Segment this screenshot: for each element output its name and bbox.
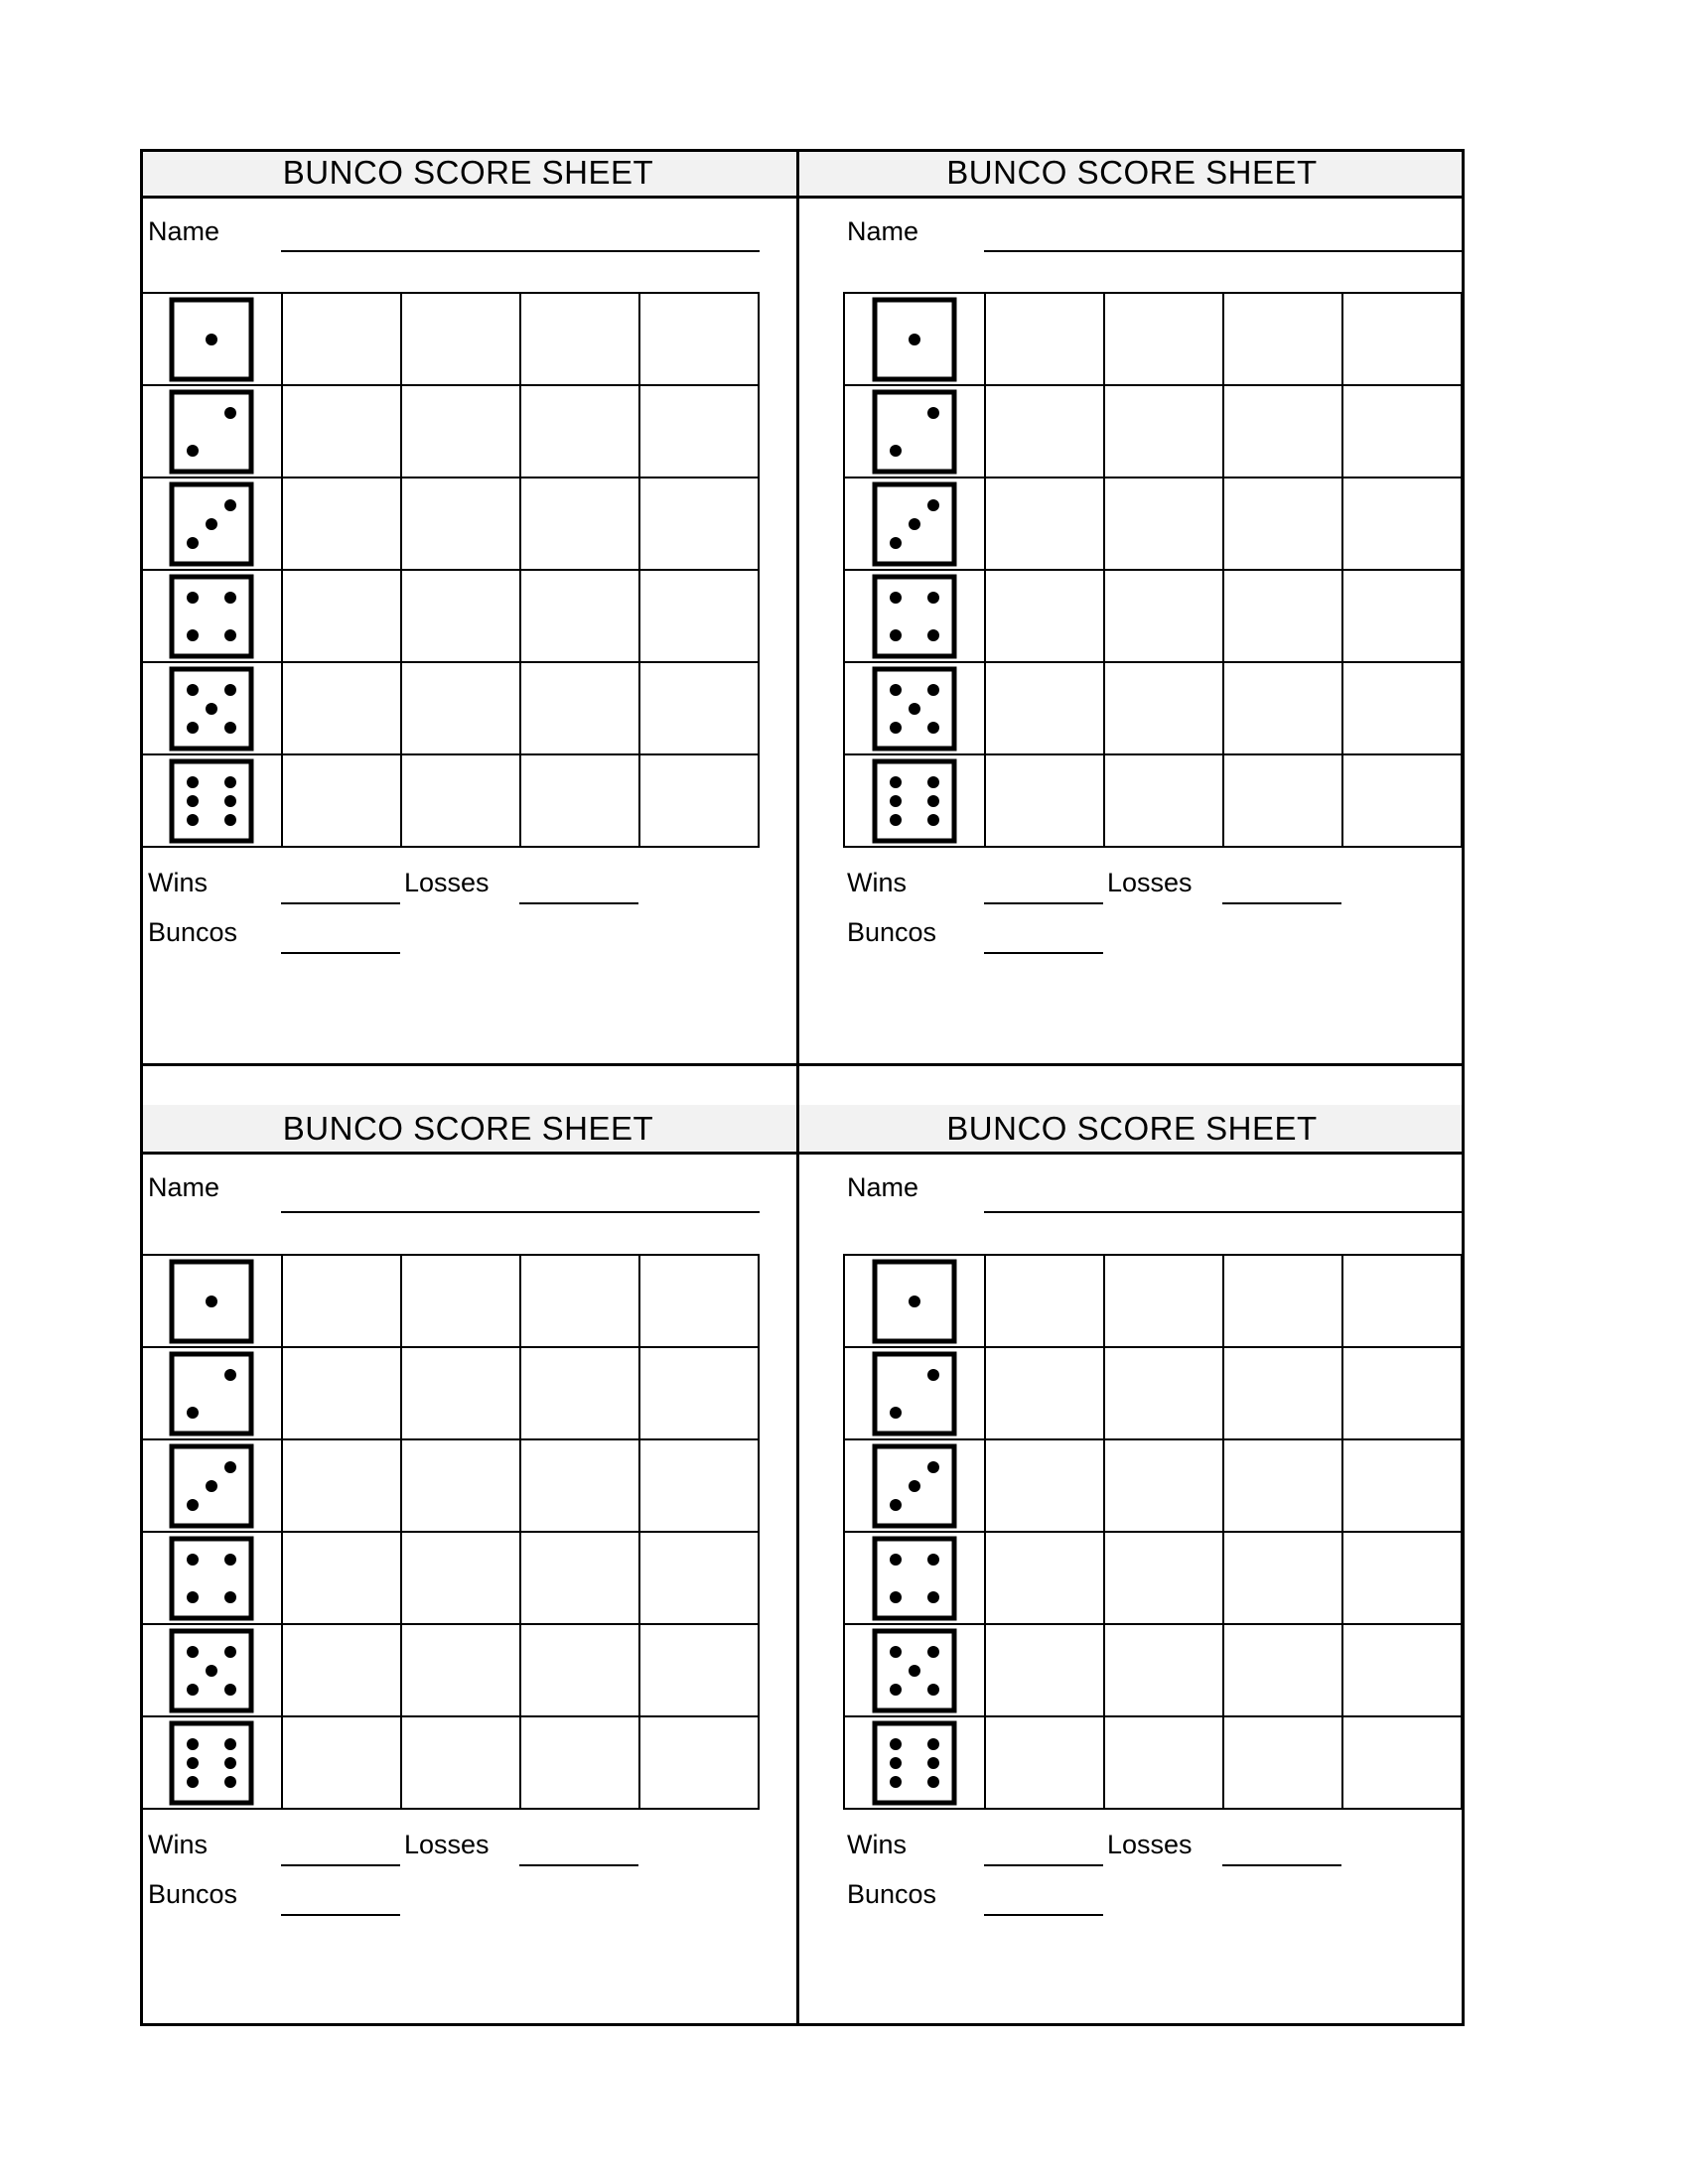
sheet-title: BUNCO SCORE SHEET	[140, 149, 796, 199]
tally-box[interactable]	[520, 1624, 639, 1716]
tally-box[interactable]	[1223, 293, 1342, 385]
dice-row	[844, 662, 1462, 754]
tally-box[interactable]	[639, 1716, 759, 1809]
tally-box[interactable]	[282, 1439, 401, 1532]
tally-box[interactable]	[520, 1716, 639, 1809]
die-face-cell	[844, 1439, 985, 1532]
tally-box[interactable]	[639, 1624, 759, 1716]
tally-box[interactable]	[1104, 1624, 1223, 1716]
tally-box[interactable]	[639, 478, 759, 570]
dice-row	[141, 1716, 759, 1809]
tally-box[interactable]	[1104, 1716, 1223, 1809]
dice-row	[141, 293, 759, 385]
die-face-cell	[141, 1255, 282, 1347]
tally-box[interactable]	[639, 1255, 759, 1347]
tally-box[interactable]	[1223, 1532, 1342, 1624]
score-sheet-page	[140, 149, 1465, 2026]
tally-box[interactable]	[985, 1347, 1104, 1439]
die-face-cell	[844, 570, 985, 662]
score-sheet-bottom-right	[799, 1105, 1465, 2024]
die-face-6-icon	[845, 1720, 984, 1806]
tally-box[interactable]	[985, 385, 1104, 478]
dice-row	[844, 754, 1462, 847]
name-label: Name	[148, 1172, 220, 1202]
die-face-4-icon	[142, 1536, 281, 1621]
die-face-2-icon	[142, 1351, 281, 1436]
die-face-cell	[844, 1255, 985, 1347]
tally-box[interactable]	[520, 1255, 639, 1347]
tally-box[interactable]	[639, 754, 759, 847]
wins-label: Wins	[148, 1830, 208, 1859]
sheet-title: BUNCO SCORE SHEET	[799, 1105, 1465, 1155]
die-face-4-icon	[142, 574, 281, 659]
tally-box[interactable]	[1342, 1439, 1462, 1532]
tally-box[interactable]	[1104, 1255, 1223, 1347]
die-face-5-icon	[142, 666, 281, 751]
tally-box[interactable]	[282, 570, 401, 662]
tally-box[interactable]	[520, 1439, 639, 1532]
dice-row	[844, 478, 1462, 570]
tally-box[interactable]	[401, 478, 520, 570]
buncos-label: Buncos	[847, 1879, 937, 1909]
tally-box[interactable]	[282, 754, 401, 847]
die-face-cell	[141, 1624, 282, 1716]
tally-box[interactable]	[1342, 1255, 1462, 1347]
tally-box[interactable]	[1104, 570, 1223, 662]
tally-box[interactable]	[282, 662, 401, 754]
dice-row	[844, 293, 1462, 385]
die-face-cell	[844, 478, 985, 570]
die-face-6-icon	[845, 758, 984, 844]
wins-field[interactable]	[281, 1864, 400, 1866]
dice-row	[141, 1532, 759, 1624]
tally-box[interactable]	[520, 754, 639, 847]
die-face-cell	[141, 385, 282, 478]
tally-box[interactable]	[1223, 570, 1342, 662]
score-grid	[843, 1254, 1463, 1810]
die-face-cell	[141, 293, 282, 385]
dice-row	[844, 1624, 1462, 1716]
separator-row	[140, 1063, 1465, 1106]
tally-box[interactable]	[1104, 1347, 1223, 1439]
tally-box[interactable]	[520, 478, 639, 570]
dice-row	[844, 1255, 1462, 1347]
tally-box[interactable]	[520, 1347, 639, 1439]
die-face-cell	[141, 754, 282, 847]
tally-box[interactable]	[985, 1255, 1104, 1347]
tally-box[interactable]	[1104, 1532, 1223, 1624]
tally-box[interactable]	[282, 478, 401, 570]
tally-box[interactable]	[401, 293, 520, 385]
die-face-cell	[844, 754, 985, 847]
tally-box[interactable]	[1342, 570, 1462, 662]
score-grid	[843, 292, 1463, 848]
dice-row	[844, 1716, 1462, 1809]
tally-box[interactable]	[1223, 385, 1342, 478]
tally-box[interactable]	[401, 662, 520, 754]
name-field[interactable]	[984, 250, 1465, 252]
dice-row	[844, 1347, 1462, 1439]
tally-box[interactable]	[985, 1439, 1104, 1532]
die-face-3-icon	[845, 1443, 984, 1529]
tally-box[interactable]	[1104, 293, 1223, 385]
score-grid	[140, 1254, 760, 1810]
score-grid	[140, 292, 760, 848]
tally-box[interactable]	[282, 1532, 401, 1624]
wins-field[interactable]	[984, 902, 1103, 904]
tally-box[interactable]	[985, 293, 1104, 385]
losses-field[interactable]	[519, 1864, 638, 1866]
buncos-label: Buncos	[148, 1879, 238, 1909]
die-face-5-icon	[845, 1628, 984, 1713]
die-face-3-icon	[142, 1443, 281, 1529]
losses-label: Losses	[1107, 868, 1193, 897]
tally-box[interactable]	[1223, 754, 1342, 847]
buncos-label: Buncos	[148, 917, 238, 947]
wins-label: Wins	[148, 868, 208, 897]
die-face-3-icon	[142, 481, 281, 567]
die-face-cell	[844, 1347, 985, 1439]
die-face-cell	[141, 1439, 282, 1532]
die-face-cell	[844, 385, 985, 478]
tally-box[interactable]	[401, 1255, 520, 1347]
tally-box[interactable]	[520, 1532, 639, 1624]
die-face-5-icon	[142, 1628, 281, 1713]
tally-box[interactable]	[1104, 754, 1223, 847]
die-face-2-icon	[845, 389, 984, 475]
die-face-cell	[844, 1716, 985, 1809]
die-face-6-icon	[142, 758, 281, 844]
die-face-cell	[141, 662, 282, 754]
name-field[interactable]	[281, 1211, 760, 1213]
tally-box[interactable]	[1223, 478, 1342, 570]
buncos-label: Buncos	[847, 917, 937, 947]
losses-label: Losses	[1107, 1830, 1193, 1859]
tally-box[interactable]	[985, 1624, 1104, 1716]
wins-label: Wins	[847, 1830, 907, 1859]
dice-row	[844, 1439, 1462, 1532]
tally-box[interactable]	[639, 1532, 759, 1624]
tally-box[interactable]	[639, 385, 759, 478]
tally-box[interactable]	[401, 1439, 520, 1532]
tally-box[interactable]	[985, 754, 1104, 847]
die-face-cell	[141, 1716, 282, 1809]
die-face-2-icon	[845, 1351, 984, 1436]
die-face-4-icon	[845, 1536, 984, 1621]
dice-row	[844, 385, 1462, 478]
tally-box[interactable]	[401, 1716, 520, 1809]
losses-field[interactable]	[519, 902, 638, 904]
tally-box[interactable]	[282, 1624, 401, 1716]
buncos-field[interactable]	[984, 952, 1103, 954]
tally-box[interactable]	[985, 662, 1104, 754]
tally-box[interactable]	[639, 662, 759, 754]
tally-box[interactable]	[282, 1255, 401, 1347]
tally-box[interactable]	[1104, 385, 1223, 478]
dice-row	[141, 1439, 759, 1532]
tally-box[interactable]	[1342, 1624, 1462, 1716]
tally-box[interactable]	[1342, 1716, 1462, 1809]
tally-box[interactable]	[282, 385, 401, 478]
score-sheet-top-right	[799, 149, 1465, 1068]
tally-box[interactable]	[401, 1347, 520, 1439]
tally-box[interactable]	[401, 1624, 520, 1716]
tally-box[interactable]	[401, 385, 520, 478]
dice-row	[141, 385, 759, 478]
tally-box[interactable]	[985, 1532, 1104, 1624]
tally-box[interactable]	[1223, 1347, 1342, 1439]
tally-box[interactable]	[401, 1532, 520, 1624]
dice-row	[141, 1347, 759, 1439]
tally-box[interactable]	[1342, 1532, 1462, 1624]
tally-box[interactable]	[1342, 478, 1462, 570]
tally-box[interactable]	[1223, 1716, 1342, 1809]
die-face-6-icon	[142, 1720, 281, 1806]
sheet-title: BUNCO SCORE SHEET	[140, 1105, 796, 1155]
name-label: Name	[148, 216, 220, 246]
wins-label: Wins	[847, 868, 907, 897]
tally-box[interactable]	[520, 570, 639, 662]
tally-box[interactable]	[1342, 662, 1462, 754]
die-face-cell	[141, 570, 282, 662]
tally-box[interactable]	[639, 1439, 759, 1532]
die-face-cell	[141, 1347, 282, 1439]
dice-row	[844, 570, 1462, 662]
tally-box[interactable]	[639, 1347, 759, 1439]
die-face-1-icon	[142, 297, 281, 382]
losses-field[interactable]	[1222, 1864, 1341, 1866]
buncos-field[interactable]	[281, 952, 400, 954]
die-face-cell	[141, 478, 282, 570]
losses-label: Losses	[404, 868, 490, 897]
wins-field[interactable]	[984, 1864, 1103, 1866]
die-face-5-icon	[845, 666, 984, 751]
tally-box[interactable]	[1342, 1347, 1462, 1439]
tally-box[interactable]	[639, 570, 759, 662]
die-face-3-icon	[845, 481, 984, 567]
tally-box[interactable]	[1223, 1255, 1342, 1347]
tally-box[interactable]	[1104, 662, 1223, 754]
tally-box[interactable]	[520, 385, 639, 478]
tally-box[interactable]	[401, 754, 520, 847]
tally-box[interactable]	[985, 478, 1104, 570]
tally-box[interactable]	[1104, 1439, 1223, 1532]
die-face-cell	[844, 1532, 985, 1624]
dice-row	[844, 1532, 1462, 1624]
die-face-cell	[844, 662, 985, 754]
wins-field[interactable]	[281, 902, 400, 904]
tally-box[interactable]	[520, 293, 639, 385]
score-sheet-top-left	[140, 149, 796, 1068]
dice-row	[141, 478, 759, 570]
name-label: Name	[847, 216, 919, 246]
dice-row	[141, 1624, 759, 1716]
column-divider	[796, 149, 799, 2026]
sheet-title: BUNCO SCORE SHEET	[799, 149, 1465, 199]
tally-box[interactable]	[985, 1716, 1104, 1809]
die-face-2-icon	[142, 389, 281, 475]
tally-box[interactable]	[282, 1347, 401, 1439]
die-face-cell	[141, 1532, 282, 1624]
tally-box[interactable]	[1342, 754, 1462, 847]
tally-box[interactable]	[985, 570, 1104, 662]
die-face-1-icon	[845, 1259, 984, 1344]
score-sheet-bottom-left	[140, 1105, 796, 2024]
die-face-cell	[844, 1624, 985, 1716]
die-face-cell	[844, 293, 985, 385]
tally-box[interactable]	[1342, 293, 1462, 385]
losses-label: Losses	[404, 1830, 490, 1859]
name-field[interactable]	[984, 1211, 1465, 1213]
buncos-field[interactable]	[984, 1914, 1103, 1916]
die-face-1-icon	[845, 297, 984, 382]
name-label: Name	[847, 1172, 919, 1202]
buncos-field[interactable]	[281, 1914, 400, 1916]
dice-row	[141, 754, 759, 847]
tally-box[interactable]	[282, 293, 401, 385]
dice-row	[141, 1255, 759, 1347]
tally-box[interactable]	[1223, 1439, 1342, 1532]
tally-box[interactable]	[1104, 478, 1223, 570]
die-face-4-icon	[845, 574, 984, 659]
tally-box[interactable]	[401, 570, 520, 662]
die-face-1-icon	[142, 1259, 281, 1344]
tally-box[interactable]	[520, 662, 639, 754]
tally-box[interactable]	[1342, 385, 1462, 478]
dice-row	[141, 662, 759, 754]
tally-box[interactable]	[639, 293, 759, 385]
name-field[interactable]	[281, 250, 760, 252]
dice-row	[141, 570, 759, 662]
tally-box[interactable]	[282, 1716, 401, 1809]
tally-box[interactable]	[1223, 662, 1342, 754]
losses-field[interactable]	[1222, 902, 1341, 904]
tally-box[interactable]	[1223, 1624, 1342, 1716]
